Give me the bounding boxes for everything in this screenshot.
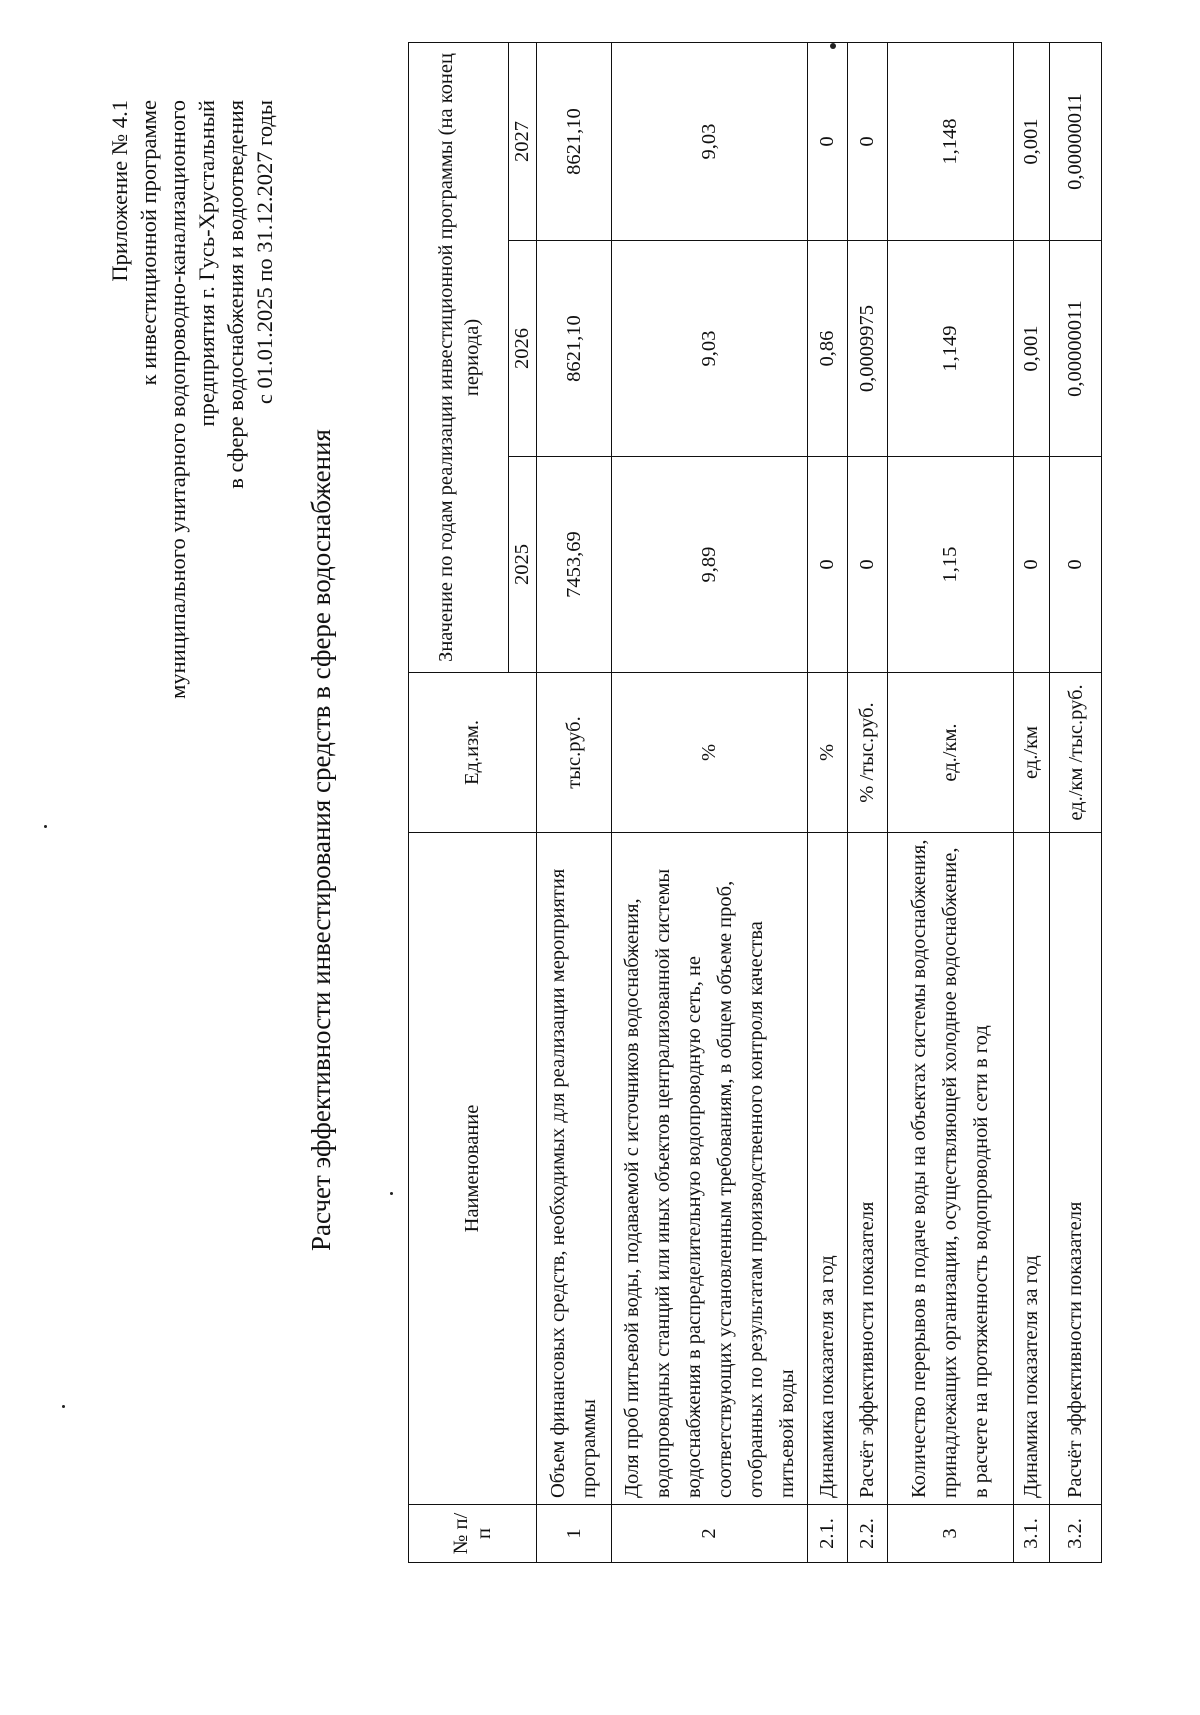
- scan-speck: [830, 43, 836, 49]
- row-name: Динамика показателя за год: [808, 833, 848, 1505]
- row-num: 2.1.: [808, 1505, 848, 1563]
- row-value: 9,03: [612, 241, 808, 457]
- efficiency-table: [408, 42, 1102, 1563]
- header-year: 2027: [509, 43, 537, 241]
- header-line: Приложение № 4.1: [107, 100, 132, 282]
- scan-speck: [44, 825, 47, 828]
- row-value: 1,15: [888, 457, 1014, 673]
- row-unit: ед./км: [1014, 673, 1050, 833]
- row-value: 0,001: [1014, 241, 1050, 457]
- table-row: [848, 43, 888, 1563]
- row-num: 3: [888, 1505, 1014, 1563]
- row-value: 9,03: [612, 43, 808, 241]
- table-row: [612, 43, 808, 1563]
- header-name: Наименование: [409, 833, 537, 1505]
- row-value: 0,001: [1014, 43, 1050, 241]
- row-value: 1,149: [888, 241, 1014, 457]
- header-line: к инвестиционной программе: [136, 100, 161, 386]
- table-row: [1050, 43, 1102, 1563]
- row-value: 0: [1050, 457, 1102, 673]
- row-num: 3.2.: [1050, 1505, 1102, 1563]
- header-year: 2026: [509, 241, 537, 457]
- row-value: 7453,69: [537, 457, 612, 673]
- scan-speck: [390, 1192, 393, 1195]
- row-num: 1: [537, 1505, 612, 1563]
- table-row: [1014, 43, 1050, 1563]
- row-value: 0,0009975: [848, 241, 888, 457]
- row-unit: ед./км /тыс.руб.: [1050, 673, 1102, 833]
- rotated-document-page: [50, 40, 1150, 1640]
- table-row: [808, 43, 848, 1563]
- row-name: Динамика показателя за год: [1014, 833, 1050, 1505]
- row-unit: % /тыс.руб.: [848, 673, 888, 833]
- row-value: 0,86: [808, 241, 848, 457]
- row-name: Объем финансовых средств, необходимых для реализации мероприятия программы: [537, 833, 612, 1505]
- header-line: муниципального унитарного водопроводно-канализационного: [165, 100, 190, 699]
- header-values-group: Значение по годам реализации инвестиционной программы (на конец периода): [409, 43, 509, 673]
- document-title: Расчет эффективности инвестирования средств в сфере водоснабжения: [306, 429, 336, 1251]
- table-row: [888, 43, 1014, 1563]
- row-num: 3.1.: [1014, 1505, 1050, 1563]
- row-unit: %: [808, 673, 848, 833]
- row-value: 8621,10: [537, 43, 612, 241]
- row-value: 0: [808, 43, 848, 241]
- row-unit: ед./км.: [888, 673, 1014, 833]
- row-name: Расчёт эффективности показателя: [848, 833, 888, 1505]
- row-value: 0: [1014, 457, 1050, 673]
- row-value: 8621,10: [537, 241, 612, 457]
- row-value: 0: [848, 43, 888, 241]
- header-line: предприятия г. Гусь-Хрустальный: [194, 100, 219, 427]
- row-value: 9,89: [612, 457, 808, 673]
- header-num: № п/п: [409, 1505, 537, 1563]
- row-unit: %: [612, 673, 808, 833]
- row-value: 0,00000011: [1050, 43, 1102, 241]
- table-row: [537, 43, 612, 1563]
- scan-speck: [62, 1405, 65, 1408]
- row-num: 2.2.: [848, 1505, 888, 1563]
- appendix-header: [105, 100, 279, 860]
- row-value: 1,148: [888, 43, 1014, 241]
- header-line: в сфере водоснабжения и водоотведения: [223, 100, 248, 489]
- row-value: 0: [848, 457, 888, 673]
- header-year: 2025: [509, 457, 537, 673]
- row-name: Доля проб питьевой воды, подаваемой с источников водоснабжения, водопроводных станций или иных объектов централизованной системы водоснабжения в распределительную водопроводную сеть, не соответствующих установленным требованиям, в общем объеме проб, отобранных по результатам производственного контроля качества питьевой воды: [612, 833, 808, 1505]
- header-unit: Ед.изм.: [409, 673, 537, 833]
- row-num: 2: [612, 1505, 808, 1563]
- row-value: 0: [808, 457, 848, 673]
- header-line: с 01.01.2025 по 31.12.2027 годы: [252, 100, 277, 405]
- row-name: Расчёт эффективности показателя: [1050, 833, 1102, 1505]
- row-name: Количество перерывов в подаче воды на объектах системы водоснабжения, принадлежащих организации, осуществляющей холодное водоснабжение, в расчете на протяженность водопроводной сети в год: [888, 833, 1014, 1505]
- row-unit: тыс.руб.: [537, 673, 612, 833]
- row-value: 0,00000011: [1050, 241, 1102, 457]
